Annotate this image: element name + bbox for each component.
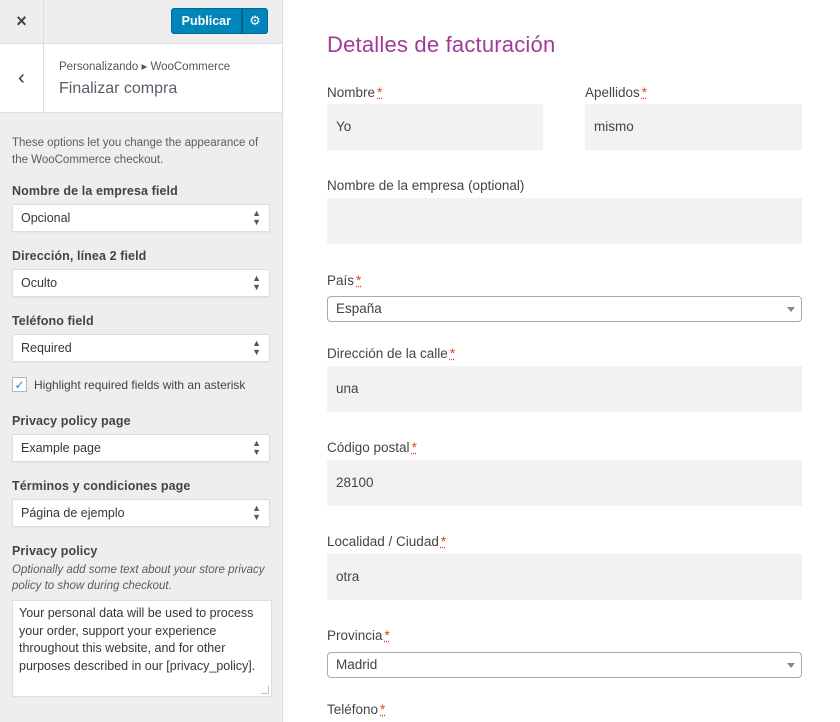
city-label-text: Localidad / Ciudad bbox=[327, 534, 439, 549]
phone-field-select[interactable] bbox=[12, 334, 270, 362]
privacy-policy-textarea[interactable] bbox=[12, 600, 272, 697]
postcode-label-text: Código postal bbox=[327, 440, 410, 455]
state-label bbox=[327, 628, 390, 643]
first-name-value: Yo bbox=[336, 119, 352, 134]
city-label bbox=[327, 534, 446, 549]
country-label bbox=[327, 273, 361, 288]
country-value: España bbox=[336, 301, 382, 316]
company-field-value: Opcional bbox=[21, 211, 71, 225]
publish-button[interactable]: Publicar bbox=[171, 8, 242, 34]
phone-label-text: Teléfono bbox=[327, 702, 379, 717]
country-label-text: País bbox=[327, 273, 355, 288]
required-mark: * bbox=[356, 273, 362, 288]
street-label-text: Dirección de la calle bbox=[327, 346, 448, 361]
select-arrows-icon: ▲ ▼ bbox=[252, 273, 261, 292]
company-label-text: Nombre de la empresa (optional) bbox=[327, 178, 525, 193]
postcode-label bbox=[327, 440, 417, 455]
first-name-input[interactable] bbox=[327, 104, 543, 150]
privacy-page-select[interactable] bbox=[12, 434, 270, 462]
checkout-preview bbox=[284, 0, 840, 722]
highlight-required-label[interactable]: Highlight required fields with an asterisk bbox=[34, 377, 246, 392]
postcode-value: 28100 bbox=[336, 475, 374, 490]
close-icon[interactable]: × bbox=[0, 0, 44, 43]
city-value: otra bbox=[336, 569, 360, 584]
select-arrows-icon: ▲ ▼ bbox=[252, 503, 261, 522]
phone-field-value: Required bbox=[21, 341, 72, 355]
required-mark: * bbox=[380, 702, 386, 717]
customizer-header bbox=[0, 0, 282, 44]
section-title: Finalizar compra bbox=[59, 80, 178, 97]
highlight-required-checkbox[interactable]: ✓ bbox=[12, 377, 27, 392]
privacy-page-label: Privacy policy page bbox=[12, 414, 131, 428]
phone-field-label: Teléfono field bbox=[12, 314, 94, 328]
company-field-select[interactable] bbox=[12, 204, 270, 232]
last-name-value: mismo bbox=[594, 119, 634, 134]
phone-label bbox=[327, 702, 385, 717]
address2-field-label: Dirección, línea 2 field bbox=[12, 249, 147, 263]
chevron-down-icon bbox=[787, 663, 795, 668]
privacy-policy-text: Your personal data will be used to process your order, support your experience throughout this website, and for other purposes described in our [privacy_policy]. bbox=[19, 606, 256, 673]
chevron-down-icon bbox=[787, 307, 795, 312]
state-value: Madrid bbox=[336, 657, 378, 672]
chevron-left-icon[interactable]: ‹ bbox=[0, 44, 44, 112]
street-input[interactable] bbox=[327, 366, 802, 412]
privacy-policy-label: Privacy policy bbox=[12, 544, 98, 558]
street-value: una bbox=[336, 381, 359, 396]
required-mark: * bbox=[411, 440, 417, 455]
controls-description: These options let you change the appearance of the WooCommerce checkout. bbox=[12, 137, 259, 166]
required-mark: * bbox=[384, 628, 390, 643]
last-name-input[interactable] bbox=[585, 104, 802, 150]
breadcrumb: Personalizando ▸ WooCommerce bbox=[59, 61, 231, 73]
publish-group bbox=[171, 8, 268, 34]
privacy-page-value: Example page bbox=[21, 441, 101, 455]
select-arrows-icon: ▲ ▼ bbox=[252, 438, 261, 457]
company-input[interactable] bbox=[327, 198, 802, 244]
section-header bbox=[0, 44, 282, 113]
required-mark: * bbox=[449, 346, 456, 361]
address2-field-select[interactable] bbox=[12, 269, 270, 297]
resize-handle-icon[interactable] bbox=[261, 686, 269, 694]
postcode-input[interactable] bbox=[327, 460, 802, 506]
street-label bbox=[327, 346, 455, 361]
terms-page-select[interactable] bbox=[12, 499, 270, 527]
required-mark: * bbox=[440, 534, 447, 549]
privacy-policy-description: Optionally add some text about your store privacy policy to show during checkout. bbox=[12, 564, 265, 592]
state-label-text: Provincia bbox=[327, 628, 383, 643]
company-label bbox=[327, 178, 524, 193]
address2-field-value: Oculto bbox=[21, 276, 58, 290]
select-arrows-icon: ▲ ▼ bbox=[252, 208, 261, 227]
state-select[interactable] bbox=[327, 652, 802, 678]
gear-icon[interactable]: ⚙ bbox=[242, 8, 268, 34]
terms-page-value: Página de ejemplo bbox=[21, 506, 125, 520]
highlight-required-row bbox=[12, 377, 270, 392]
last-name-label bbox=[585, 85, 647, 100]
first-name-label bbox=[327, 85, 382, 100]
required-mark: * bbox=[377, 85, 383, 100]
controls-panel bbox=[0, 113, 282, 697]
select-arrows-icon: ▲ ▼ bbox=[252, 338, 261, 357]
first-name-label-text: Nombre bbox=[327, 85, 376, 100]
billing-title: Detalles de facturación bbox=[327, 32, 556, 57]
last-name-label-text: Apellidos bbox=[585, 85, 640, 100]
required-mark: * bbox=[641, 85, 648, 100]
country-select[interactable] bbox=[327, 296, 802, 322]
city-input[interactable] bbox=[327, 554, 802, 600]
company-field-label: Nombre de la empresa field bbox=[12, 184, 178, 198]
terms-page-label: Términos y condiciones page bbox=[12, 479, 191, 493]
customizer-sidebar bbox=[0, 0, 283, 722]
